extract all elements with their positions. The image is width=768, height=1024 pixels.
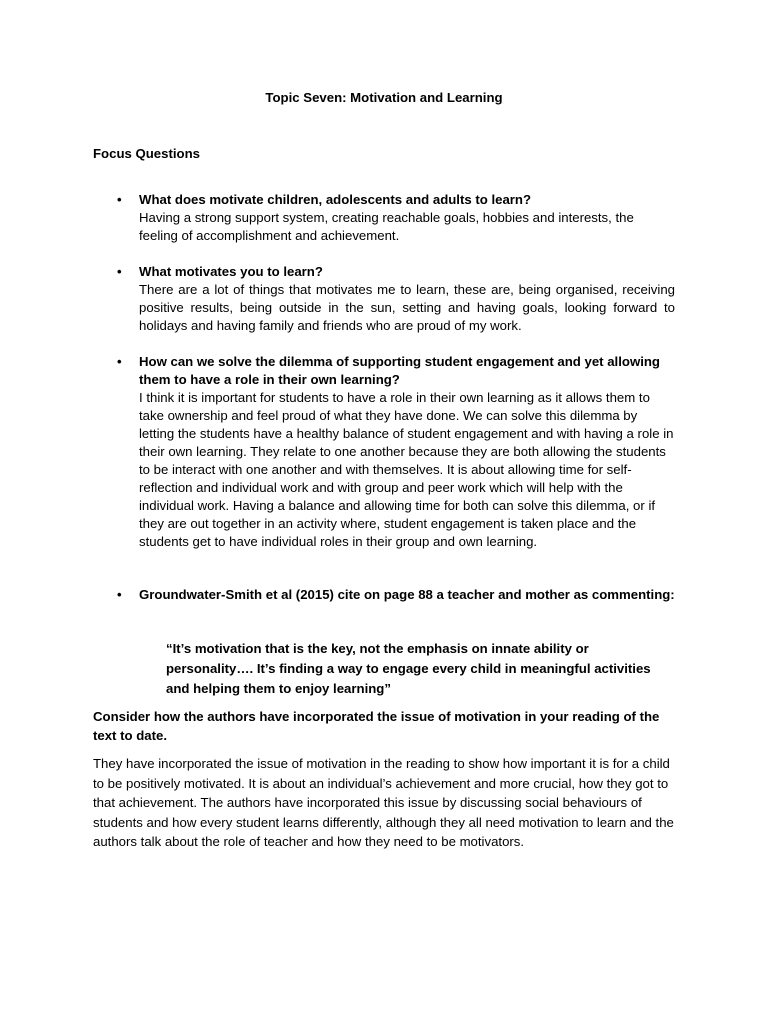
focus-question-item [117, 191, 675, 245]
bullet-icon: • [117, 192, 122, 207]
focus-questions-heading: Focus Questions [93, 146, 200, 161]
bullet-icon: • [117, 264, 122, 279]
focus-question: Groundwater-Smith et al (2015) cite on page 88 a teacher and mother as commenting: [139, 587, 675, 602]
focus-question-item [117, 353, 675, 551]
focus-question: What motivates you to learn? [139, 264, 323, 279]
bullet-icon: • [117, 587, 122, 602]
focus-answer: I think it is important for students to have a role in their own learning as it allows them to take ownership and feel proud of what they have done. We can solve this dilemma by letting the students have a healthy balance of student engagement and with having a role in their own learning. They relate to one another because they are both allowing the students to be interact with one another and with themselves. It is about allowing time for self-reflection and individual work and with group and peer work which will help with the individual work. Having a balance and allowing time for both can solve this dilemma, or if they are out together in an activity where, student engagement is taken place and the students get to have individual roles in their group and own learning. [139, 390, 674, 549]
consider-prompt: Consider how the authors have incorporated the issue of motivation in your reading of the text to date. [93, 709, 660, 743]
response-paragraph: They have incorporated the issue of motivation in the reading to show how important it is for a child to be positively motivated. It is about an individual’s achievement and more crucial, how they got to that achievement. The authors have incorporated this issue by discussing social behaviours of students and how every student learns differently, although they all need motivation to learn and the authors talk about the role of teacher and how they need to be motivators. [93, 756, 674, 849]
focus-question: How can we solve the dilemma of supporting student engagement and yet allowing them to have a role in their own learning? [139, 354, 660, 387]
focus-question: What does motivate children, adolescents and adults to learn? [139, 192, 532, 207]
block-quote: “It’s motivation that is the key, not the emphasis on innate ability or personality…. It’s finding a way to engage every child in meaningful activities and helping them to enjoy learning” [166, 641, 651, 696]
focus-answer: Having a strong support system, creating reachable goals, hobbies and interests, the feeling of accomplishment and achievement. [139, 210, 634, 243]
bullet-icon: • [117, 354, 122, 369]
focus-answer: There are a lot of things that motivates me to learn, these are, being organised, receiving positive results, being outside in the sun, setting and having goals, looking forward to holidays and having family and friends who are proud of my work. [139, 282, 675, 333]
focus-question-item [117, 263, 675, 335]
focus-question-item [117, 586, 675, 604]
page-title: Topic Seven: Motivation and Learning [265, 90, 503, 105]
